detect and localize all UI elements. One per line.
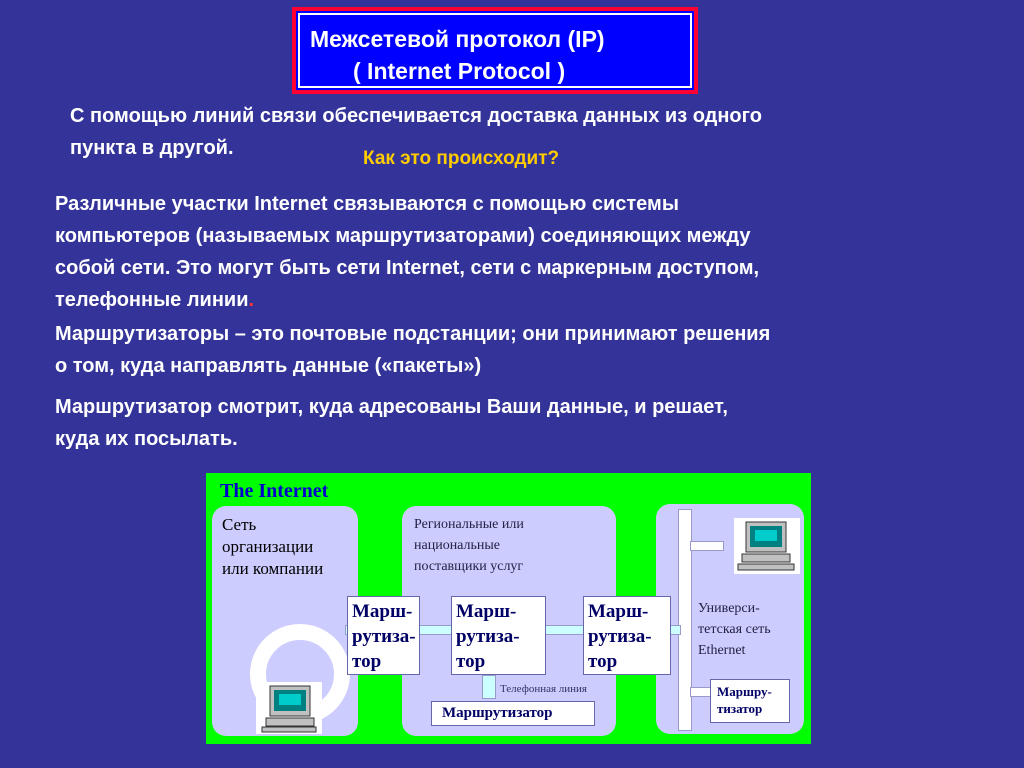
paragraph-3 — [55, 391, 728, 455]
paragraph-1-line-2: компьютеров (называемых маршрутизаторами) соединяющих между — [55, 225, 751, 247]
paragraph-2-line-1: Маршрутизаторы – это почтовые подстанции; они принимают решения — [55, 323, 771, 345]
router-1-line-3: тор — [352, 651, 382, 672]
diagram-title: The Internet — [220, 480, 329, 502]
router-university-line-2: тизатор — [717, 701, 763, 716]
router-3-line-2: рутиза- — [588, 626, 652, 647]
link-router-1-2 — [418, 625, 453, 635]
router-3-line-1: Марш- — [588, 601, 649, 622]
router-2 — [451, 596, 546, 675]
router-2-line-1: Марш- — [456, 601, 517, 622]
paragraph-2-line-2: о том, куда направлять данные («пакеты») — [55, 355, 482, 377]
university-label-line-2: тетская сеть — [698, 622, 771, 637]
bus-link-computer — [690, 541, 724, 551]
router-1-line-2: рутиза- — [352, 626, 416, 647]
phone-line-label: Телефонная линия — [500, 683, 587, 695]
router-bottom: Маршрутизатор — [431, 701, 595, 726]
providers-label-line-3: поставщики услуг — [414, 559, 524, 574]
org-network-label-line-3: или компании — [222, 559, 324, 578]
title-line-1: Межсетевой протокол (IP) — [310, 26, 605, 52]
paragraph-1-line-3: собой сети. Это могут быть сети Internet, сети с маркерным доступом, — [55, 257, 760, 279]
intro-line-2: пункта в другой. — [70, 137, 234, 159]
paragraph-1 — [55, 188, 759, 316]
title-line-2: ( Internet Protocol ) — [353, 58, 566, 84]
paragraph-3-line-1: Маршрутизатор смотрит, куда адресованы Ваши данные, и решает, — [55, 396, 728, 418]
router-1-line-1: Марш- — [352, 601, 413, 622]
intro-line-1: С помощью линий связи обеспечивается доставка данных из одного — [70, 105, 762, 127]
university-label-line-3: Ethernet — [698, 643, 746, 658]
providers-label — [414, 514, 524, 577]
router-2-line-3: тор — [456, 651, 486, 672]
org-network-panel — [212, 506, 358, 736]
paragraph-1-end-dot: . — [248, 289, 255, 311]
internet-diagram — [206, 473, 811, 744]
org-network-label — [222, 514, 323, 580]
university-label — [698, 598, 771, 661]
paragraph-1-line-1: Различные участки Internet связываются с помощью системы — [55, 193, 679, 215]
paragraph-2 — [55, 318, 770, 382]
university-label-line-1: Универси- — [698, 601, 760, 616]
router-university — [710, 679, 790, 723]
providers-label-line-1: Региональные или — [414, 517, 524, 532]
paragraph-3-line-2: куда их посылать. — [55, 428, 238, 450]
computer-icon — [734, 518, 800, 574]
org-network-label-line-1: Сеть — [222, 515, 257, 534]
org-network-label-line-2: организации — [222, 537, 314, 556]
computer-icon — [256, 682, 322, 734]
router-1 — [347, 596, 420, 675]
router-2-line-2: рутиза- — [456, 626, 520, 647]
router-3 — [583, 596, 671, 675]
slide-title-box — [292, 7, 698, 94]
link-router-2-3 — [545, 625, 585, 635]
paragraph-1-line-4: телефонные линии — [55, 289, 249, 311]
phone-line-link — [482, 675, 496, 699]
router-university-line-1: Маршру- — [717, 684, 772, 699]
router-3-line-3: тор — [588, 651, 618, 672]
question-text: Как это происходит? — [363, 148, 560, 169]
providers-label-line-2: национальные — [414, 538, 501, 553]
